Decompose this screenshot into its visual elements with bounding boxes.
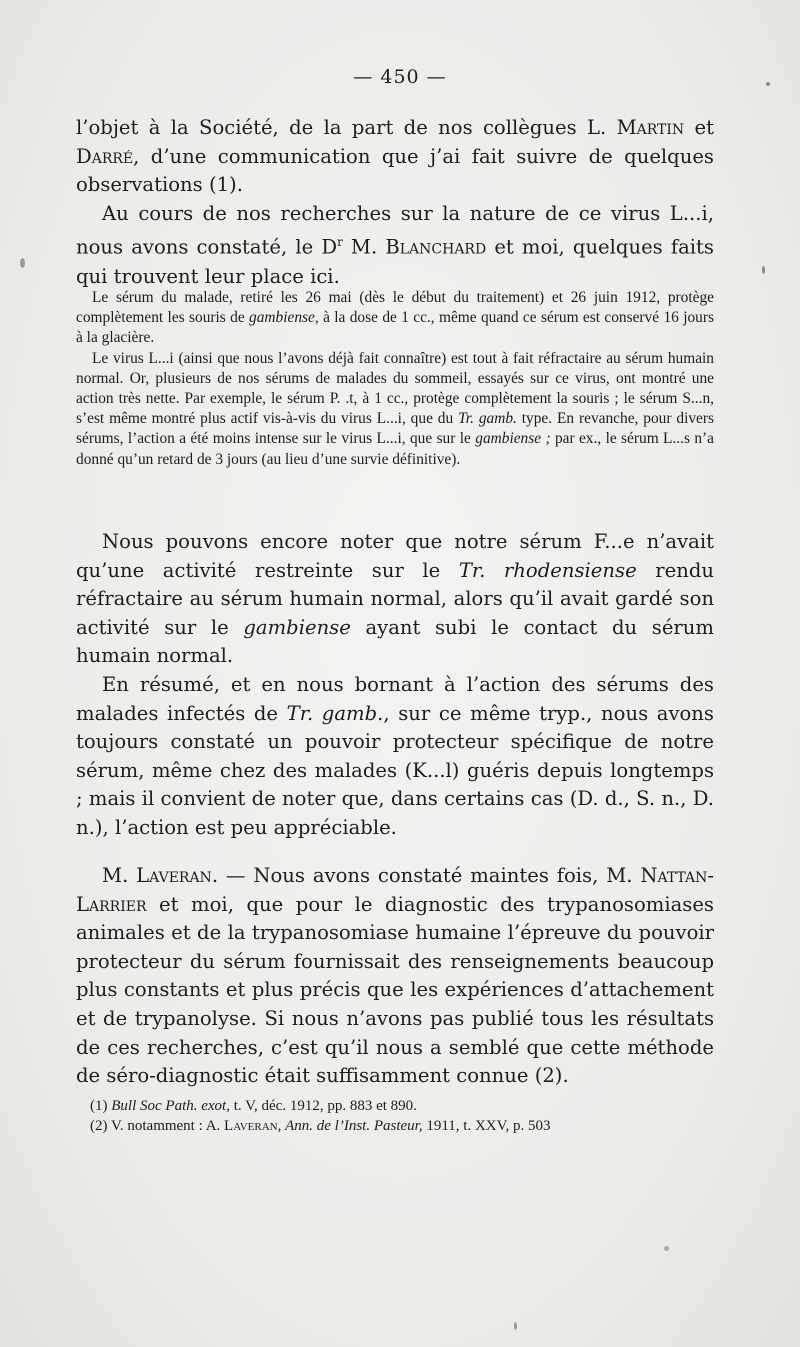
footnotes	[76, 1097, 714, 1136]
author-darre: Darré	[76, 144, 134, 168]
author-blanchard: Blanchard	[385, 235, 487, 259]
paragraph-serum-malade: Le sérum du malade, retiré les 26 mai (dès le début du traitement) et 26 juin 1912, protège complètement les souris de gambiense, à la dose de 1 cc., même quand ce sérum est conservé 16 jours à la glacière.	[76, 289, 714, 347]
footnote-2: (2) V. notamment : A. Laveran, Ann. de l’Inst. Pasteur, 1911, t. XXV, p. 503	[90, 1117, 551, 1134]
intro-text	[76, 114, 714, 291]
paragraph-rhodensiense: Nous pouvons encore noter que notre sérum F...e n’avait qu’une activité restreinte sur le Tr. rhodensiense rendu réfractaire au sérum humain normal, alors qu’il avait gardé son activité sur le gambiense ayant subi le contact du sérum humain normal.	[76, 530, 714, 668]
laveran-comment	[76, 862, 714, 1091]
footnote-1: (1) Bull Soc Path. exot, t. V, déc. 1912, pp. 883 et 890.	[90, 1098, 417, 1114]
paragraph-resume: En résumé, et en nous bornant à l’action des sérums des malades infectés de Tr. gamb., sur ce même tryp., nous avons toujours constaté un pouvoir protecteur spécifique de notre sérum, même chez des malades (K...l) guéris depuis longtemps ; mais il convient de noter que, dans certains cas (D. d., S. n., D. n.), l’action est peu appréciable.	[76, 672, 714, 839]
scan-speck	[20, 258, 25, 268]
page-number: — 450 —	[353, 66, 447, 88]
scan-speck	[766, 82, 770, 86]
author-nattan-larrier: Nattan-Larrier	[76, 864, 714, 916]
paragraph-intro: l’objet à la Société, de la part de nos collègues L. Martin et Darré, d’une communication que j’ai fait suivre de quelques observations (1).	[76, 116, 714, 197]
scan-speck	[762, 266, 765, 274]
scan-speck	[664, 1246, 669, 1251]
scan-speck	[514, 1322, 517, 1330]
paragraph-research: Au cours de nos recherches sur la nature de ce virus L...i, nous avons constaté, le $D^r$ M. Blanchard et moi, quelques faits qui trouvent leur place ici.	[76, 201, 714, 288]
discussion-text	[76, 528, 714, 843]
experiment-details	[76, 288, 714, 470]
paragraph-laveran: M. Laveran. — Nous avons constaté maintes fois, M. Nattan-Larrier et moi, que pour le diagnostic des trypanosomiases animales et de la trypanosomiase humaine l’épreuve du pouvoir protecteur du sérum fournissait des renseignements beaucoup plus constants et plus précis que les expériences d’attachement et de trypanolyse. Si nous n’avons pas publié tous les résultats de ces recherches, c’est qu’il nous a semblé que cette méthode de séro-diagnostic était suffisamment connue (2).	[76, 864, 714, 1088]
author-martin: Martin	[616, 116, 685, 139]
paragraph-virus: Le virus L...i (ainsi que nous l’avons déjà fait connaître) est tout à fait réfractaire au sérum humain normal. Or, plusieurs de nos sérums de malades du sommeil, essayés sur ce virus, ont montré une action très nette. Par exemple, le sérum P. .t, à 1 cc., protège complètement la souris ; le sérum S...n, s’est même montré plus actif vis-à-vis du virus L...i, que du Tr. gamb. type. En revanche, pour divers sérums, l’action a été moins intense sur le virus L...i, que sur le gambiense ; par ex., le sérum L...s n’a donné qu’un retard de 3 jours (au lieu d’une survie définitive).	[76, 349, 715, 468]
author-laveran: Laveran	[136, 864, 212, 887]
